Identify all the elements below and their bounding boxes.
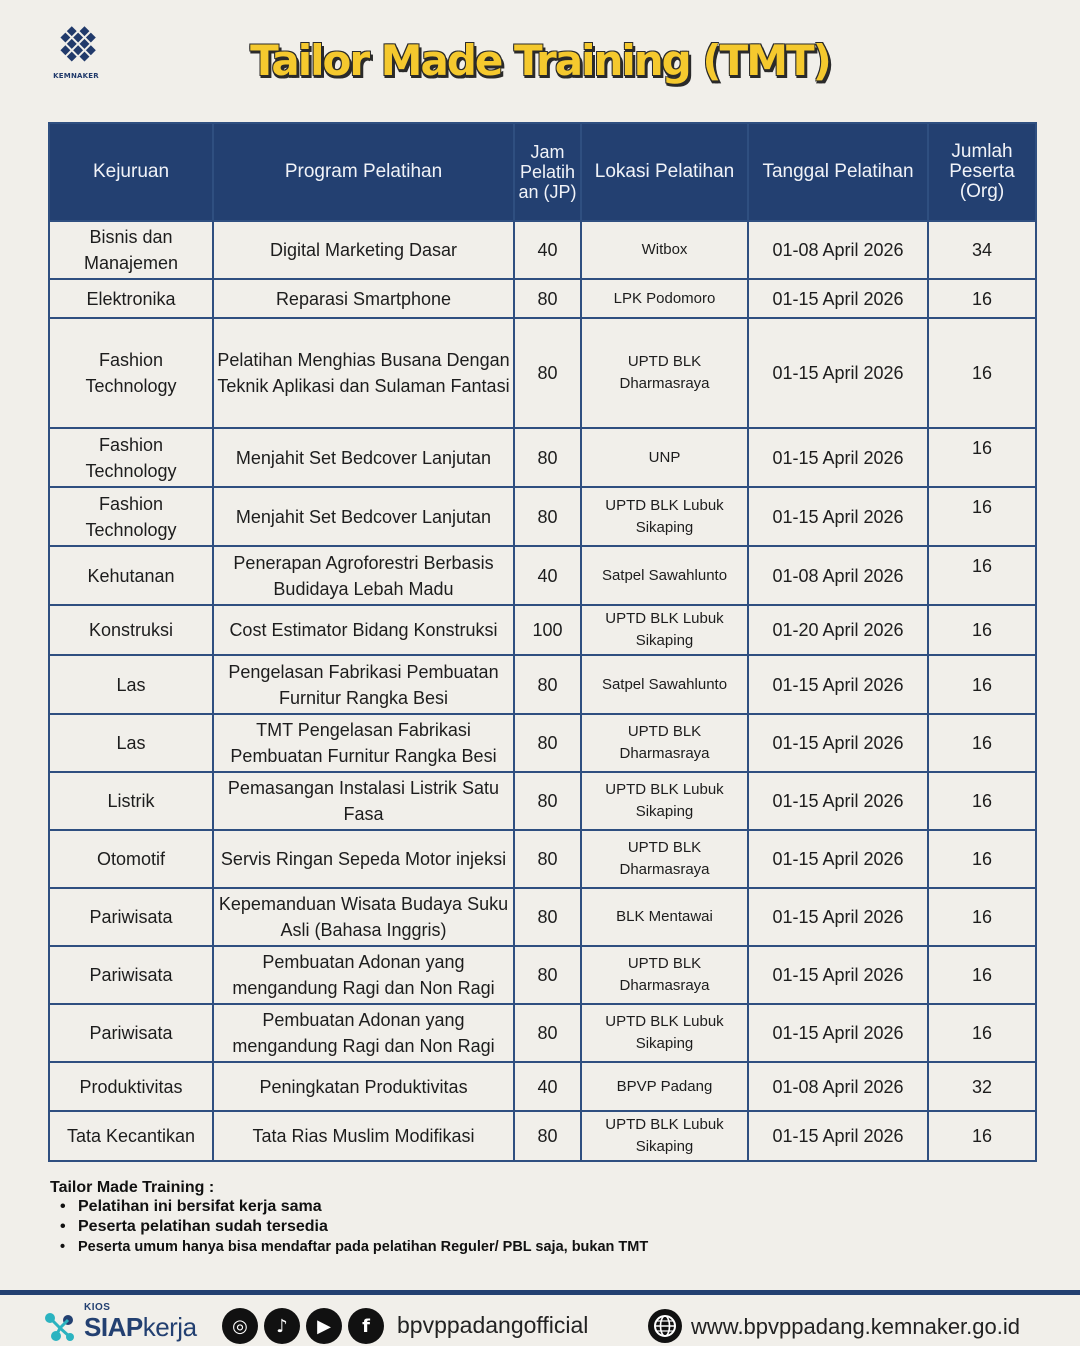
table-row: [49, 655, 1036, 714]
cell-kejuruan: Produktivitas: [49, 1062, 213, 1111]
siapkerja-mark-icon: [42, 1310, 78, 1344]
cell-jam: 40: [514, 221, 581, 279]
cell-kejuruan: Listrik: [49, 772, 213, 830]
cell-tanggal: 01-15 April 2026: [748, 830, 928, 888]
cell-jumlah: 16: [928, 888, 1036, 946]
cell-lokasi: UPTD BLK Dharmasraya: [581, 714, 748, 772]
cell-program: Penerapan Agroforestri Berbasis Budidaya Lebah Madu: [213, 546, 514, 605]
globe-icon: [648, 1309, 682, 1343]
table-row: [49, 279, 1036, 318]
note-item: • Peserta umum hanya bisa mendaftar pada pelatihan Reguler/ PBL saja, bukan TMT: [58, 1237, 648, 1257]
cell-tanggal: 01-15 April 2026: [748, 946, 928, 1004]
cell-jumlah: 16: [928, 946, 1036, 1004]
cell-program: Reparasi Smartphone: [213, 279, 514, 318]
cell-program: Kepemanduan Wisata Budaya Suku Asli (Bahasa Inggris): [213, 888, 514, 946]
cell-tanggal: 01-15 April 2026: [748, 714, 928, 772]
siapkerja-brand: SIAPkerja: [84, 1312, 197, 1342]
website-link[interactable]: www.bpvppadang.kemnaker.go.id: [691, 1314, 1020, 1339]
cell-jumlah: 16: [928, 279, 1036, 318]
cell-tanggal: 01-15 April 2026: [748, 279, 928, 318]
notes-heading: Tailor Made Training :: [50, 1179, 215, 1196]
cell-jam: 100: [514, 605, 581, 655]
cell-jumlah: 16: [928, 605, 1036, 655]
table-header-row: [49, 123, 1036, 221]
cell-tanggal: 01-20 April 2026: [748, 605, 928, 655]
cell-tanggal: 01-15 April 2026: [748, 1004, 928, 1062]
cell-jam: 80: [514, 830, 581, 888]
cell-kejuruan: Tata Kecantikan: [49, 1111, 213, 1161]
cell-program: Peningkatan Produktivitas: [213, 1062, 514, 1111]
note-item: • Peserta pelatihan sudah tersedia: [58, 1217, 648, 1237]
cell-jam: 80: [514, 714, 581, 772]
table-row: [49, 318, 1036, 428]
cell-lokasi: UPTD BLK Dharmasraya: [581, 318, 748, 428]
cell-lokasi: BLK Mentawai: [581, 888, 748, 946]
cell-jam: 80: [514, 1004, 581, 1062]
cell-jumlah: 16: [928, 546, 1036, 605]
cell-kejuruan: Fashion Technology: [49, 428, 213, 487]
header-tanggal: Tanggal Pelatihan: [748, 123, 928, 221]
cell-tanggal: 01-15 April 2026: [748, 318, 928, 428]
cell-kejuruan: Fashion Technology: [49, 487, 213, 546]
cell-jam: 80: [514, 888, 581, 946]
cell-tanggal: 01-08 April 2026: [748, 546, 928, 605]
cell-jam: 80: [514, 772, 581, 830]
cell-jumlah: 16: [928, 487, 1036, 546]
header-lokasi: Lokasi Pelatihan: [581, 123, 748, 221]
cell-program: Menjahit Set Bedcover Lanjutan: [213, 428, 514, 487]
cell-jumlah: 16: [928, 655, 1036, 714]
cell-tanggal: 01-15 April 2026: [748, 772, 928, 830]
header-kejuruan: Kejuruan: [49, 123, 213, 221]
cell-jumlah: 32: [928, 1062, 1036, 1111]
cell-jam: 80: [514, 428, 581, 487]
cell-lokasi: UPTD BLK Dharmasraya: [581, 830, 748, 888]
notes-list: [58, 1197, 648, 1257]
cell-lokasi: UPTD BLK Lubuk Sikaping: [581, 605, 748, 655]
cell-program: TMT Pengelasan Fabrikasi Pembuatan Furnitur Rangka Besi: [213, 714, 514, 772]
cell-jumlah: 16: [928, 1004, 1036, 1062]
cell-tanggal: 01-15 April 2026: [748, 487, 928, 546]
cell-lokasi: UPTD BLK Lubuk Sikaping: [581, 1004, 748, 1062]
table-row: [49, 830, 1036, 888]
logo-label: KEMNAKER: [53, 72, 99, 80]
cell-jumlah: 34: [928, 221, 1036, 279]
cell-program: Pelatihan Menghias Busana Dengan Teknik Aplikasi dan Sulaman Fantasi: [213, 318, 514, 428]
cell-jumlah: 16: [928, 714, 1036, 772]
table-row: [49, 888, 1036, 946]
social-handle[interactable]: bpvppadangofficial: [397, 1312, 589, 1338]
cell-lokasi: UPTD BLK Lubuk Sikaping: [581, 1111, 748, 1161]
cell-kejuruan: Otomotif: [49, 830, 213, 888]
cell-tanggal: 01-15 April 2026: [748, 428, 928, 487]
cell-jumlah: 16: [928, 318, 1036, 428]
social-icons: [222, 1308, 384, 1344]
table-row: [49, 428, 1036, 487]
cell-program: Servis Ringan Sepeda Motor injeksi: [213, 830, 514, 888]
cell-tanggal: 01-08 April 2026: [748, 221, 928, 279]
cell-program: Pemasangan Instalasi Listrik Satu Fasa: [213, 772, 514, 830]
cell-jam: 80: [514, 946, 581, 1004]
cell-jam: 80: [514, 279, 581, 318]
table-row: [49, 946, 1036, 1004]
cell-program: Menjahit Set Bedcover Lanjutan: [213, 487, 514, 546]
note-item: • Pelatihan ini bersifat kerja sama: [58, 1197, 648, 1217]
cell-jam: 40: [514, 1062, 581, 1111]
cell-kejuruan: Konstruksi: [49, 605, 213, 655]
cell-kejuruan: Las: [49, 714, 213, 772]
cell-kejuruan: Bisnis dan Manajemen: [49, 221, 213, 279]
table-row: [49, 605, 1036, 655]
cell-tanggal: 01-15 April 2026: [748, 655, 928, 714]
header-jumlah: Jumlah Peserta (Org): [928, 123, 1036, 221]
footer: [0, 1298, 1080, 1346]
cell-lokasi: UPTD BLK Lubuk Sikaping: [581, 487, 748, 546]
cell-kejuruan: Las: [49, 655, 213, 714]
cell-jam: 80: [514, 655, 581, 714]
cell-jam: 40: [514, 546, 581, 605]
cell-program: Tata Rias Muslim Modifikasi: [213, 1111, 514, 1161]
cell-jumlah: 16: [928, 830, 1036, 888]
cell-lokasi: LPK Podomoro: [581, 279, 748, 318]
cell-jam: 80: [514, 487, 581, 546]
instagram-icon[interactable]: ◎: [222, 1308, 258, 1344]
cell-program: Pengelasan Fabrikasi Pembuatan Furnitur Rangka Besi: [213, 655, 514, 714]
table-row: [49, 714, 1036, 772]
header-jam: Jam Pelatih an (JP): [514, 123, 581, 221]
cell-lokasi: UPTD BLK Dharmasraya: [581, 946, 748, 1004]
siapkerja-logo: [42, 1300, 212, 1344]
table-row: [49, 1004, 1036, 1062]
cell-lokasi: Satpel Sawahlunto: [581, 655, 748, 714]
cell-program: Pembuatan Adonan yang mengandung Ragi dan Non Ragi: [213, 1004, 514, 1062]
table-row: [49, 221, 1036, 279]
kios-label: KIOS: [84, 1302, 111, 1313]
cell-lokasi: Satpel Sawahlunto: [581, 546, 748, 605]
cell-jam: 80: [514, 1111, 581, 1161]
cell-tanggal: 01-15 April 2026: [748, 888, 928, 946]
tiktok-icon[interactable]: ♪: [264, 1308, 300, 1344]
cell-program: Pembuatan Adonan yang mengandung Ragi dan Non Ragi: [213, 946, 514, 1004]
header-program: Program Pelatihan: [213, 123, 514, 221]
cell-kejuruan: Kehutanan: [49, 546, 213, 605]
cell-kejuruan: Pariwisata: [49, 1004, 213, 1062]
training-table: [48, 122, 1037, 1162]
table-row: [49, 1111, 1036, 1161]
cell-kejuruan: Pariwisata: [49, 946, 213, 1004]
cell-lokasi: Witbox: [581, 221, 748, 279]
footer-divider: [0, 1290, 1080, 1295]
cell-jumlah: 16: [928, 772, 1036, 830]
youtube-icon[interactable]: ▶: [306, 1308, 342, 1344]
cell-lokasi: BPVP Padang: [581, 1062, 748, 1111]
table-row: [49, 772, 1036, 830]
table-body: [49, 221, 1036, 1161]
facebook-icon[interactable]: f: [348, 1308, 384, 1344]
cell-tanggal: 01-08 April 2026: [748, 1062, 928, 1111]
notes: [50, 1179, 648, 1257]
table-row: [49, 487, 1036, 546]
cell-program: Cost Estimator Bidang Konstruksi: [213, 605, 514, 655]
cell-tanggal: 01-15 April 2026: [748, 1111, 928, 1161]
cell-lokasi: UNP: [581, 428, 748, 487]
cell-program: Digital Marketing Dasar: [213, 221, 514, 279]
cell-lokasi: UPTD BLK Lubuk Sikaping: [581, 772, 748, 830]
table-row: [49, 1062, 1036, 1111]
cell-kejuruan: Pariwisata: [49, 888, 213, 946]
page-title: Tailor Made Training (TMT): [250, 36, 830, 85]
table-row: [49, 546, 1036, 605]
cell-jumlah: 16: [928, 1111, 1036, 1161]
cell-jumlah: 16: [928, 428, 1036, 487]
cell-jam: 80: [514, 318, 581, 428]
cell-kejuruan: Fashion Technology: [49, 318, 213, 428]
cell-kejuruan: Elektronika: [49, 279, 213, 318]
